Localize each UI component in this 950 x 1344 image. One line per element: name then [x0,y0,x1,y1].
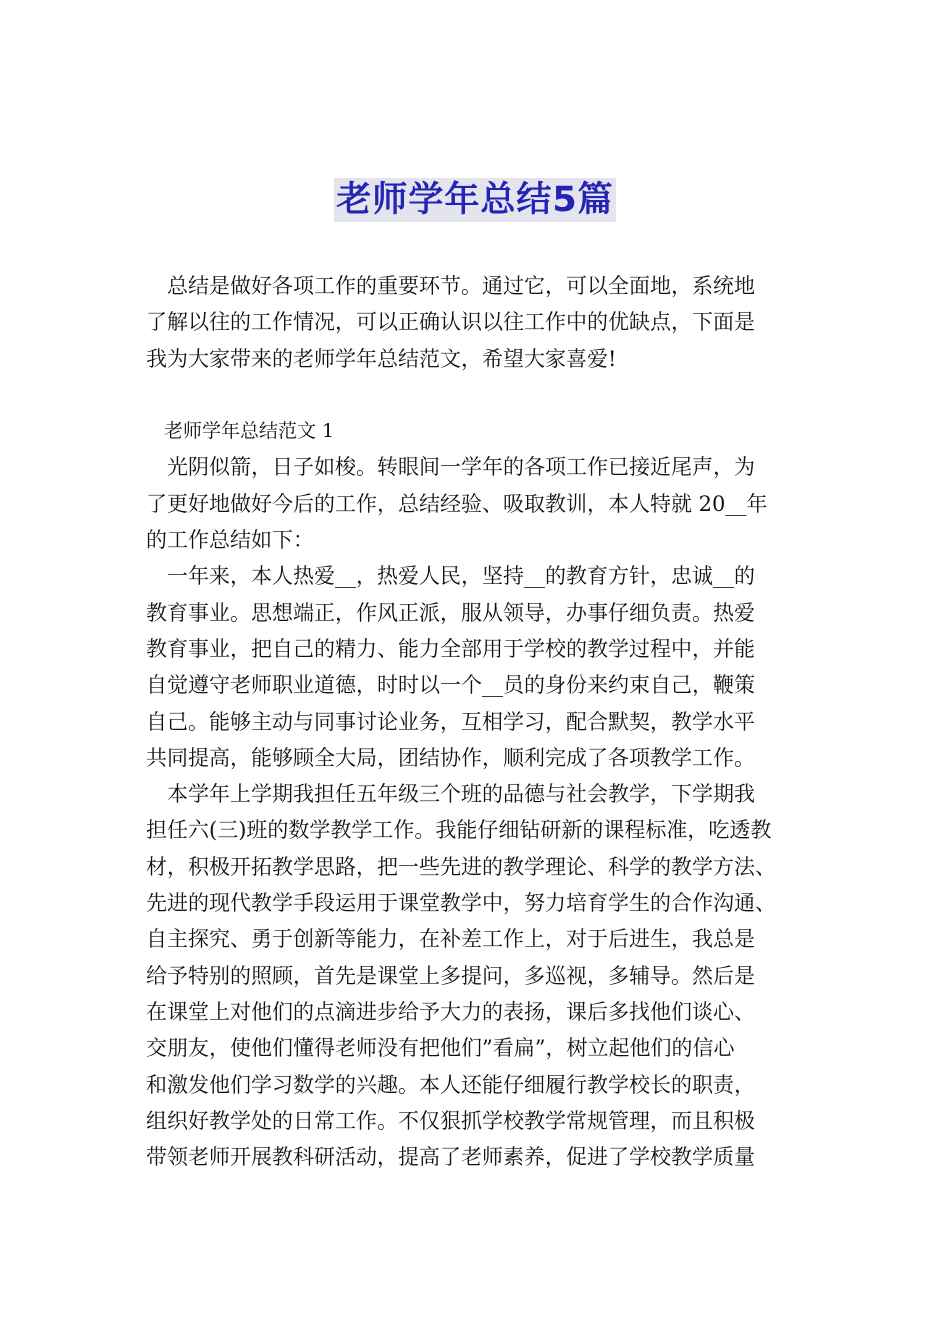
text-line: 给予特别的照顾，首先是课堂上多提问，多巡视，多辅导。然后是 [146,963,755,988]
text-line: 的工作总结如下： [146,528,314,553]
intro-paragraph [146,268,808,377]
text-line: 自觉遵守老师职业道德，时时以一个__员的身份来约束自己，鞭策 [146,673,755,698]
text-line: 总结是做好各项工作的重要环节。通过它，可以全面地，系统地 [167,274,755,298]
text-line: 带领老师开展教科研活动，提高了老师素养，促进了学校教学质量 [146,1145,755,1170]
text-line: 交朋友，使他们懂得老师没有把他们”看扁”，树立起他们的信心 [146,1036,735,1061]
text-line: 在课堂上对他们的点滴进步给予大力的表扬，课后多找他们谈心、 [146,999,755,1024]
text-line: 我为大家带来的老师学年总结范文，希望大家喜爱! [146,346,617,371]
text-line: 一年来，本人热爱__，热爱人民，坚持__的教育方针，忠诚__的 [167,564,755,589]
text-line: 自主探究、勇于创新等能力，在补差工作上，对于后进生，我总是 [146,927,755,952]
paragraph [146,776,808,1175]
text-line: 光阴似箭，日子如梭。转眼间一学年的各项工作已接近尾声，为 [167,455,755,480]
text-line: 了解以往的工作情况，可以正确认识以往工作中的优缺点，下面是 [146,310,755,335]
title-container [0,178,950,222]
text-line: 本学年上学期我担任五年级三个班的品德与社会教学，下学期我 [167,782,755,807]
text-line: 和激发他们学习数学的兴趣。本人还能仔细履行教学校长的职责， [146,1072,755,1097]
paragraph [146,449,808,558]
document-body [146,268,808,1175]
text-line: 组织好教学处的日常工作。不仅狠抓学校教学常规管理，而且积极 [146,1108,755,1133]
section-heading: 老师学年总结范文 1 [164,420,335,443]
text-line: 先进的现代教学手段运用于课堂教学中，努力培育学生的合作沟通、 [146,891,776,916]
text-line: 材，积极开拓教学思路，把一些先进的教学理论、科学的教学方法、 [146,854,776,879]
text-line: 自己。能够主动与同事讨论业务，互相学习，配合默契，教学水平 [146,709,755,734]
text-line: 教育事业，把自己的精力、能力全部用于学校的教学过程中，并能 [146,636,755,661]
text-line: 共同提高，能够顾全大局，团结协作，顺利完成了各项教学工作。 [146,745,755,770]
document-title: 老师学年总结5篇 [336,180,614,220]
paragraph [146,558,808,776]
paragraph-gap [146,377,808,413]
text-line: 了更好地做好今后的工作，总结经验、吸取教训，本人特就 20__年 [146,491,768,516]
text-line: 担任六(三)班的数学教学工作。我能仔细钻研新的课程标准，吃透教 [146,818,772,843]
text-line: 教育事业。思想端正，作风正派，服从领导，办事仔细负责。热爱 [146,600,755,625]
